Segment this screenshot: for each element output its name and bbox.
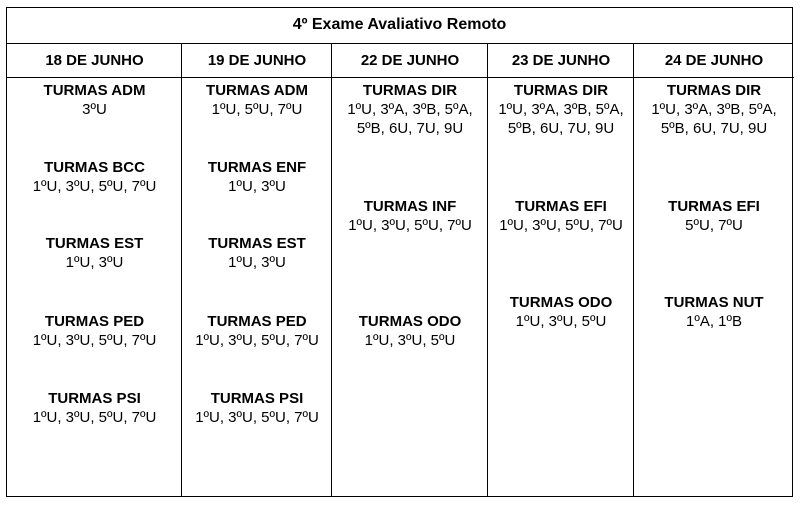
class-groups-list: 1ºU, 3ºA, 3ºB, 5ºA, bbox=[347, 101, 473, 118]
class-groups-list: 5ºB, 6U, 7U, 9U bbox=[507, 120, 615, 137]
class-groups-list: 1ºU, 5ºU, 7ºU bbox=[211, 101, 303, 118]
course-name: TURMAS NUT bbox=[664, 294, 764, 311]
course-name: TURMAS ADM bbox=[206, 82, 308, 99]
course-name: TURMAS EST bbox=[208, 235, 306, 252]
class-groups-list: 1ºU, 3ºA, 3ºB, 5ºA, bbox=[498, 101, 624, 118]
column-header-date: 24 DE JUNHO bbox=[634, 44, 794, 78]
class-groups-list: 1ºU, 3ºA, 3ºB, 5ºA, bbox=[651, 101, 777, 118]
column-header-date: 23 DE JUNHO bbox=[488, 44, 634, 78]
course-name: TURMAS PED bbox=[44, 313, 145, 330]
class-group-entry bbox=[332, 197, 488, 235]
class-groups-list: 3ºU bbox=[82, 101, 107, 118]
class-group-entry bbox=[634, 197, 794, 235]
class-group-entry bbox=[7, 81, 182, 119]
class-groups-list: 5ºB, 6U, 7U, 9U bbox=[660, 120, 768, 137]
class-groups-list: 5ºU, 7ºU bbox=[685, 217, 743, 234]
class-groups-list: 1ºA, 1ºB bbox=[686, 313, 742, 330]
class-group-entry bbox=[182, 81, 332, 119]
course-name: TURMAS INF bbox=[363, 198, 457, 215]
class-group-entry bbox=[7, 234, 182, 272]
course-name: TURMAS EST bbox=[45, 235, 144, 252]
schedule-title: 4º Exame Avaliativo Remoto bbox=[7, 8, 792, 44]
course-name: TURMAS ADM bbox=[43, 82, 146, 99]
class-group-entry bbox=[182, 158, 332, 196]
course-name: TURMAS DIR bbox=[513, 82, 609, 99]
class-groups-list: 1ºU, 3ºU bbox=[228, 254, 286, 271]
class-group-entry bbox=[7, 158, 182, 196]
class-group-entry bbox=[634, 81, 794, 138]
course-name: TURMAS PSI bbox=[210, 390, 304, 407]
class-group-entry bbox=[634, 293, 794, 331]
class-groups-list: 1ºU, 3ºU, 5ºU, 7ºU bbox=[195, 409, 319, 426]
class-group-entry bbox=[7, 312, 182, 350]
course-name: TURMAS ODO bbox=[509, 294, 613, 311]
class-group-entry bbox=[182, 234, 332, 272]
class-group-entry bbox=[182, 389, 332, 427]
class-group-entry bbox=[7, 389, 182, 427]
course-name: TURMAS PSI bbox=[48, 390, 141, 407]
course-name: TURMAS DIR bbox=[362, 82, 458, 99]
column-header-date: 19 DE JUNHO bbox=[182, 44, 332, 78]
class-groups-list: 1ºU, 3ºU, 5ºU bbox=[515, 313, 607, 330]
class-groups-list: 1ºU, 3ºU, 5ºU, 7ºU bbox=[348, 217, 472, 234]
exam-schedule-table bbox=[6, 7, 793, 497]
class-groups-list: 1ºU, 3ºU, 5ºU, 7ºU bbox=[32, 332, 157, 349]
class-groups-list: 1ºU, 3ºU, 5ºU, 7ºU bbox=[499, 217, 623, 234]
column-header-date: 18 DE JUNHO bbox=[7, 44, 182, 78]
column-header-date: 22 DE JUNHO bbox=[332, 44, 488, 78]
course-name: TURMAS EFI bbox=[668, 198, 760, 215]
course-name: TURMAS PED bbox=[207, 313, 307, 330]
course-name: TURMAS ENF bbox=[207, 159, 307, 176]
class-groups-list: 1ºU, 3ºU, 5ºU, 7ºU bbox=[32, 178, 157, 195]
course-name: TURMAS DIR bbox=[666, 82, 762, 99]
class-group-entry bbox=[332, 81, 488, 138]
course-name: TURMAS EFI bbox=[515, 198, 607, 215]
class-group-entry bbox=[488, 197, 634, 235]
class-group-entry bbox=[488, 81, 634, 138]
class-groups-list: 1ºU, 3ºU bbox=[228, 178, 286, 195]
class-group-entry bbox=[488, 293, 634, 331]
course-name: TURMAS BCC bbox=[44, 159, 145, 176]
course-name: TURMAS ODO bbox=[358, 313, 462, 330]
class-groups-list: 5ºB, 6U, 7U, 9U bbox=[356, 120, 464, 137]
class-groups-list: 1ºU, 3ºU bbox=[65, 254, 124, 271]
class-groups-list: 1ºU, 3ºU, 5ºU, 7ºU bbox=[195, 332, 319, 349]
class-groups-list: 1ºU, 3ºU, 5ºU, 7ºU bbox=[32, 409, 157, 426]
class-group-entry bbox=[332, 312, 488, 350]
class-groups-list: 1ºU, 3ºU, 5ºU bbox=[364, 332, 456, 349]
class-group-entry bbox=[182, 312, 332, 350]
